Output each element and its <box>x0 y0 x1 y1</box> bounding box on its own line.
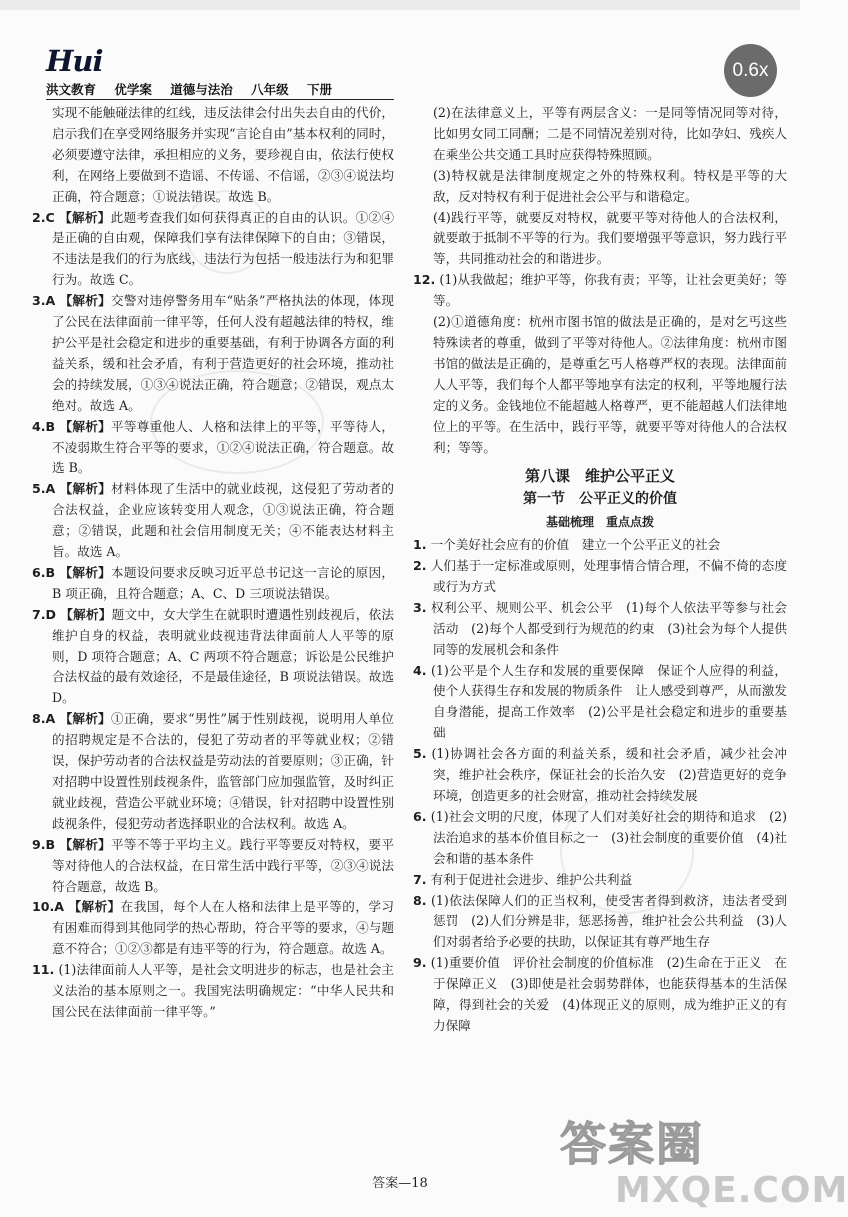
answer-text: 有利于促进社会进步、维护公共利益 <box>430 871 633 887</box>
series-name: 优学案 <box>114 82 152 97</box>
analysis-tag: 【解析】 <box>60 606 112 622</box>
header-rule <box>46 99 394 100</box>
answer-paragraph <box>32 605 394 710</box>
question-number: 4.B <box>32 418 56 434</box>
volume-name: 下册 <box>307 82 333 97</box>
answer-text: 平等尊重他人、人格和法律上的平等，平等待人，不凌弱欺生符合平等的要求，①②④说法正确，符合题意。故选 B。 <box>52 418 395 476</box>
question-number: 11. <box>32 962 55 978</box>
question-number: 10.A <box>32 899 65 915</box>
answer-paragraph <box>413 807 787 870</box>
subsection-title: 基础梳理 重点点拨 <box>545 515 654 530</box>
answer-text: 平等不等于平均主义。践行平等要反对特权，要平等对待他人的合法权益，在日常生活中践行平等，②③④说法符合题意，故选 B。 <box>52 836 395 894</box>
answer-text: 此题考查我们如何获得真正的自由的认识。①②④是正确的自由观，保障我们享有法律保障下的自由；③错误，不违法是我们的行为底线，违法行为包括一般违法行为和犯罪行为。故选 C。 <box>52 209 395 288</box>
answer-paragraph <box>413 744 787 807</box>
question-number: 6. <box>413 808 427 824</box>
question-number: 9.B <box>32 836 56 852</box>
analysis-tag: 【解析】 <box>59 481 112 497</box>
answer-paragraph <box>413 598 787 661</box>
answer-text: 题文中，女大学生在就职时遭遇性别歧视后，依法维护自身的权益，表明就业歧视违背法律面前人人平等的原则，D 项符合题意；A、C 两项不符合题意；诉讼是公民维护合法权益的最有效途径，不是最佳途径，B 项说法错误。故选 D。 <box>52 606 395 706</box>
answer-text: (2)在法律意义上，平等有两层含义：一是同等情况同等对待，比如男女同工同酬；二是不同情况差别对待，比如孕妇、残疾人在乘坐公共交通工具时应获得特殊照顾。 <box>433 105 787 162</box>
question-number: 9. <box>413 955 427 971</box>
page-footer: 答案—18 <box>372 1176 428 1191</box>
zoom-badge[interactable]: 0.6x <box>724 44 777 97</box>
answer-paragraph <box>32 103 394 208</box>
answer-text: 在我国，每个人在人格和法律上是平等的，学习有困难而得到其他同学的热心帮助，符合平等的要求，④与题意不符合；①②③都是有违平等的行为，符合题意。故选 A。 <box>52 899 395 957</box>
answer-paragraph <box>413 208 787 271</box>
header-line <box>46 80 332 98</box>
analysis-tag: 【解析】 <box>59 836 111 852</box>
answer-paragraph <box>32 960 394 1023</box>
logo-text: Hui <box>46 44 103 78</box>
top-band <box>0 0 800 10</box>
analysis-tag: 【解析】 <box>59 209 111 225</box>
answer-text: 材料体现了生活中的就业歧视，这侵犯了劳动者的合法权益，企业应该转变用人观念，①③说法正确，符合题意；②错误，此题和社会信用制度无关；④不能表达材料主旨。故选 A。 <box>52 481 395 560</box>
right-column <box>413 103 787 1037</box>
answer-paragraph <box>413 166 787 208</box>
answer-text: (1)协调社会各方面的利益关系，缓和社会矛盾，减少社会冲突，维护社会秩序，保证社会的长治久安 (2)营造更好的竞争环境，创造更多的社会财富，推动社会持续发展 <box>431 746 787 803</box>
question-number: 12. <box>413 272 436 288</box>
lesson-title: 第八课 维护公平正义 <box>524 467 675 486</box>
answer-paragraph <box>32 479 394 563</box>
answer-text: ①正确，要求“男性”属于性别歧视，说明用人单位的招聘规定是不合法的，侵犯了劳动者的平等就业权；②错误，保护劳动者的合法权益是劳动法的首要原则；③正确，针对招聘中设置性别歧视条件，监管部门应加强监管，及时纠正就业歧视，营造公平就业环境；④错误，针对招聘中设置性别歧视条件，侵犯劳动者选择职业的合法权利。故选 A。 <box>52 711 394 831</box>
answer-paragraph <box>413 312 787 458</box>
answer-paragraph <box>413 953 787 1037</box>
answer-paragraph <box>32 291 394 416</box>
question-number: 4. <box>413 662 427 678</box>
right-column-answers <box>413 103 787 458</box>
answer-text: (1)从我做起；维护平等，你我有责；平等，让社会更美好；等等。 <box>433 272 787 309</box>
question-number: 2. <box>413 558 427 574</box>
answer-text: 本题设问要求反映习近平总书记这一言论的原因，B 项正确，且符合题意；A、C、D 三项说法错误。 <box>52 564 395 601</box>
analysis-tag: 【解析】 <box>59 418 111 434</box>
answer-text: (2)①道德角度：杭州市图书馆的做法是正确的，是对乞丐这些特殊读者的尊重，做到了平等对待他人。②法律角度：杭州市图书馆的做法是正确的，是尊重乞丐人格尊严权的表现。法律面前人人平等，我们每个人都平等地享有法定的权利，平等地履行法定的义务。金钱地位不能超越人格尊严，更不能超越人们法律地位上的平等。在生活中，践行平等，就要平等对待他人的合法权利；等等。 <box>433 314 787 455</box>
answer-paragraph <box>32 417 394 480</box>
right-column-points <box>413 535 787 1037</box>
answer-paragraph <box>413 535 787 556</box>
answer-paragraph <box>413 103 787 166</box>
analysis-tag: 【解析】 <box>59 711 111 727</box>
subject-name: 道德与法治 <box>170 82 233 97</box>
answer-paragraph <box>413 556 787 598</box>
analysis-tag: 【解析】 <box>68 899 121 915</box>
question-number: 1. <box>413 537 427 553</box>
answer-text: (1)公平是个人生存和发展的重要保障 保证个人应得的利益，使个人获得生存和发展的物质条件 让人感受到尊严，从而激发自身潜能，提高工作效率 (2)公平是社会稳定和进步的重要基础 <box>430 662 787 741</box>
question-number: 8. <box>413 892 427 908</box>
analysis-tag: 【解析】 <box>59 564 111 580</box>
answer-text: 一个美好社会应有的价值 建立一个公平正义的社会 <box>430 537 721 553</box>
question-number: 5. <box>413 746 427 762</box>
question-number: 3. <box>413 599 427 615</box>
answer-paragraph <box>32 208 394 292</box>
answer-text: 实现不能触碰法律的红线，违反法律会付出失去自由的代价，启示我们在享受网络服务并实现“言论自由”基本权利的同时，必须要遵守法律，承担相应的义务，要珍视自由，依法行使权利，在网络上要做到不造谣、不传谣、不信谣，②③④说法均正确，符合题意；①说法错误。故选 B。 <box>52 105 394 204</box>
question-number: 5.A <box>32 481 56 497</box>
answer-paragraph <box>413 270 787 312</box>
question-number: 7. <box>413 871 427 887</box>
left-column <box>32 103 394 1023</box>
question-number: 6.B <box>32 564 56 580</box>
answer-paragraph <box>413 891 787 954</box>
answer-paragraph <box>32 897 394 960</box>
answer-paragraph <box>32 709 394 834</box>
question-number: 2.C <box>32 209 55 225</box>
brand-logo <box>46 46 103 76</box>
answer-text: 权利公平、规则公平、机会公平 (1)每个人依法平等参与社会活动 (2)每个人都受到行为规范的约束 (3)社会为每个人提供同等的发展机会和条件 <box>430 599 787 657</box>
brand-name: 洪文教育 <box>46 82 97 97</box>
question-number: 7.D <box>32 606 57 622</box>
answer-text: (1)社会文明的尺度，体现了人们对美好社会的期待和追求 (2)法治追求的基本价值目标之一 (3)社会制度的重要价值 (4)社会和谐的基本条件 <box>430 808 787 866</box>
question-number: 8.A <box>32 711 56 727</box>
watermark-logo <box>560 1108 704 1174</box>
answer-text: (1)依法保障人们的正当权利，使受害者得到救济，违法者受到惩罚 (2)人们分辨是非，惩恶扬善，维护社会公共利益 (3)人们对弱者给予必要的扶助，以保证其有尊严地生存 <box>430 892 787 950</box>
answer-text: (4)践行平等，就要反对特权，就要平等对待他人的合法权利，就要敢于抵制不平等的行为。我们要增强平等意识，努力践行平等，共同推动社会的和谐进步。 <box>433 209 787 267</box>
answer-text: 人们基于一定标准或原则，处理事情合情合理，不偏不倚的态度或行为方式 <box>430 558 787 594</box>
answer-text: (1)重要价值 评价社会制度的价值标准 (2)生命在于正义 在于保障正义 (3)即使是社会弱势群体，也能获得基本的生活保障，得到社会的关爱 (4)体现正义的原则，成为维护正义的有力保障 <box>430 955 787 1033</box>
watermark-url: MXQE.COM <box>615 1170 848 1211</box>
grade-name: 八年级 <box>251 82 289 97</box>
analysis-tag: 【解析】 <box>59 293 111 309</box>
answer-text: (3)特权就是法律制度规定之外的特殊权利。特权是平等的大敌，反对特权有利于促进社会公平与和谐稳定。 <box>433 167 787 204</box>
answer-text: 交警对违停警务用车“贴条”严格执法的体现，体现了公民在法律面前一律平等，任何人没有超越法律的特权，维护公平是社会稳定和进步的重要基础，有利于协调各方面的利益关系，缓和社会矛盾，有利于营造更好的社会环境，推动社会的持续发展，①③④说法正确，符合题意；②错误，观点太绝对。故选 A。 <box>52 293 394 413</box>
question-number: 3.A <box>32 293 56 309</box>
watermark-text: 答案圈 <box>560 1117 704 1171</box>
section-title: 第一节 公平正义的价值 <box>523 491 677 508</box>
answer-text: (1)法律面前人人平等，是社会文明进步的标志，也是社会主义法治的基本原则之一。我国宪法明确规定：“中华人民共和国公民在法律面前一律平等。” <box>52 962 394 1019</box>
answer-paragraph <box>413 661 787 745</box>
answer-paragraph <box>32 835 394 898</box>
answer-paragraph <box>413 870 787 891</box>
answer-paragraph <box>32 563 394 605</box>
